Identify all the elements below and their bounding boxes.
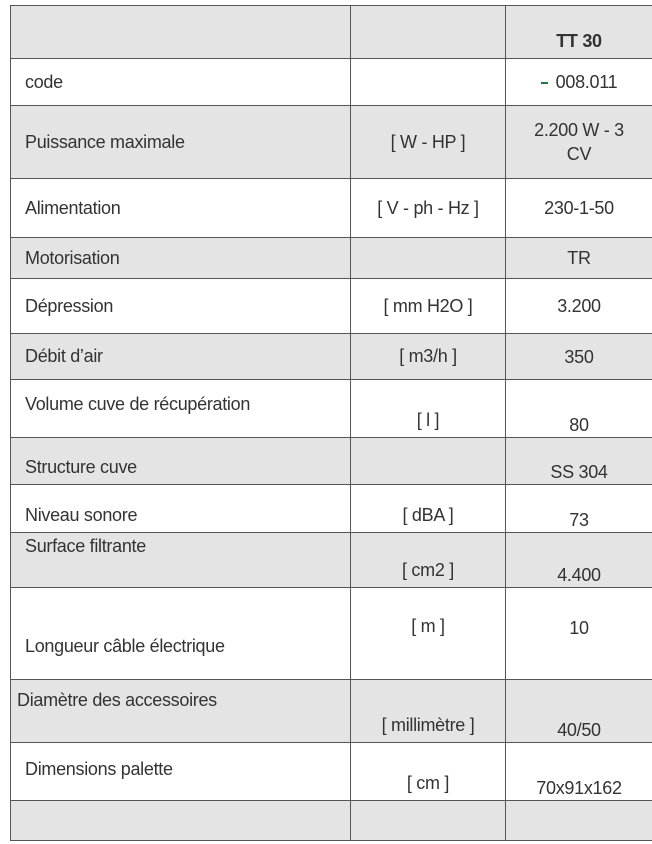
model-header: TT 30 (506, 6, 652, 59)
row-label: code (11, 59, 351, 106)
row-label: Niveau sonore (11, 485, 351, 533)
row-unit: [ dBA ] (351, 485, 506, 533)
row-label: Dimensions palette (11, 743, 351, 801)
table-row (11, 279, 652, 334)
header-label-cell (11, 6, 351, 59)
spec-table (10, 5, 652, 841)
row-value: 10 (506, 588, 652, 680)
footer-cell (506, 801, 652, 841)
row-value: 80 (506, 380, 652, 438)
row-label: Structure cuve (11, 438, 351, 485)
row-value: 70x91x162 (506, 743, 652, 801)
row-value: SS 304 (506, 438, 652, 485)
row-unit (351, 238, 506, 279)
row-unit (351, 59, 506, 106)
row-value-cell (506, 59, 652, 106)
row-value: 350 (506, 334, 652, 380)
table-row (11, 238, 652, 279)
row-unit: [ W - HP ] (351, 106, 506, 179)
row-unit: [ l ] (351, 380, 506, 438)
row-value: 3.200 (506, 279, 652, 334)
row-unit: [ cm2 ] (351, 533, 506, 588)
row-value: 230-1-50 (506, 179, 652, 238)
row-value: 008.011 (555, 72, 618, 92)
row-unit: [ mm H2O ] (351, 279, 506, 334)
row-label: Débit d’air (11, 334, 351, 380)
row-label: Dépression (11, 279, 351, 334)
row-unit: [ V - ph - Hz ] (351, 179, 506, 238)
row-value: 4.400 (506, 533, 652, 588)
row-label: Volume cuve de récupération (11, 380, 351, 438)
row-value: TR (506, 238, 652, 279)
row-value: 40/50 (506, 680, 652, 743)
table-footer-row (11, 801, 652, 841)
row-label: Alimentation (11, 179, 351, 238)
table-row (11, 680, 652, 743)
table-header-row (11, 6, 652, 59)
row-label: Motorisation (11, 238, 351, 279)
row-unit: [ m3/h ] (351, 334, 506, 380)
row-unit: [ millimètre ] (351, 680, 506, 743)
table-row (11, 588, 652, 680)
row-unit: [ m ] (351, 588, 506, 680)
row-label: Diamètre des accessoires (11, 680, 351, 743)
table-row (11, 743, 652, 801)
table-row (11, 485, 652, 533)
table-row (11, 533, 652, 588)
table-row (11, 179, 652, 238)
row-value: 73 (506, 485, 652, 533)
table-row (11, 334, 652, 380)
header-unit-cell (351, 6, 506, 59)
table-row (11, 380, 652, 438)
table-row (11, 438, 652, 485)
row-label: Longueur câble électrique (11, 588, 351, 680)
row-unit: [ cm ] (351, 743, 506, 801)
table-row (11, 59, 652, 106)
footer-cell (351, 801, 506, 841)
table-row (11, 106, 652, 179)
row-unit (351, 438, 506, 485)
bullet-mark-icon (541, 82, 548, 84)
footer-cell (11, 801, 351, 841)
row-label: Puissance maximale (11, 106, 351, 179)
row-value: 2.200 W - 3 CV (506, 106, 652, 179)
row-label: Surface filtrante (11, 533, 351, 588)
